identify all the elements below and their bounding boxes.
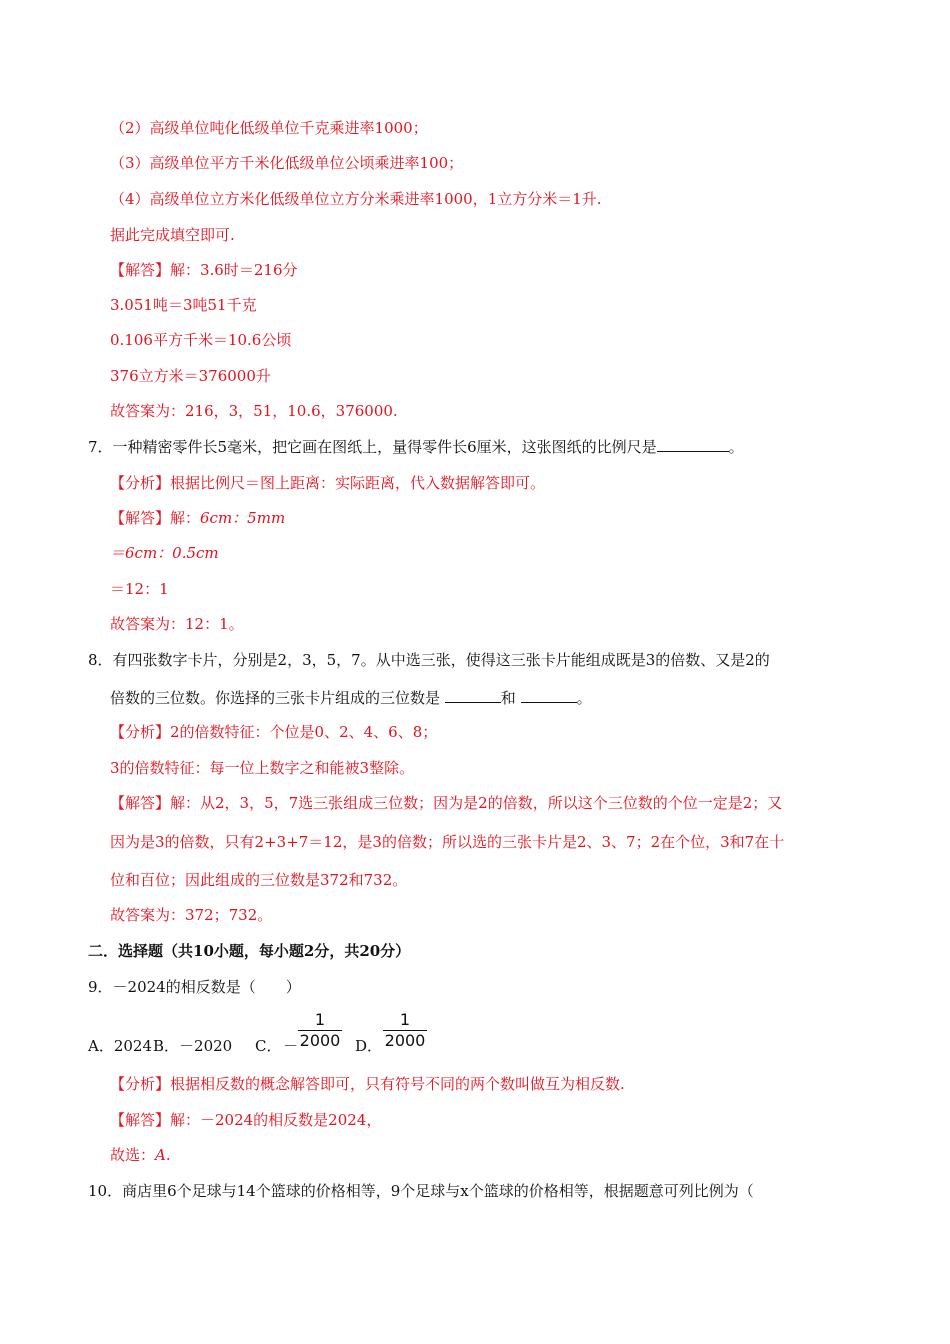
fraction-denominator: 2000	[299, 1031, 341, 1050]
question-10-stem: 10．商店里6个足球与14个篮球的价格相等，9个足球与x个篮球的价格相等，根据题意可列比例为（	[88, 1182, 754, 1200]
answer-line-4: 376立方米＝376000升	[110, 367, 271, 385]
answer-blank-1	[445, 688, 501, 703]
question-9-answer: 【解答】解：－2024的相反数是2024，	[110, 1111, 382, 1129]
question-8-stem-2	[110, 688, 592, 708]
fraction-numerator: 1	[314, 1010, 326, 1029]
solution-line-3: （3）高级单位平方千米化低级单位公顷乘进率100；	[110, 154, 464, 172]
question-8-and: 和	[500, 689, 516, 707]
final-prefix: 故选：	[110, 1146, 156, 1164]
question-8-stem-1: 8．有四张数字卡片，分别是2，3，5，7。从中选三张，使得这三张卡片能组成既是3的倍数、又是2的	[88, 651, 770, 669]
option-c-label: C．	[255, 1037, 282, 1055]
answer-blank-2	[521, 688, 577, 703]
question-7-stem	[88, 437, 744, 457]
option-b: B．－2020	[153, 1037, 233, 1055]
question-7-step-1: ＝6cm：0.5cm	[110, 544, 219, 562]
section-heading: 二．选择题（共10小题，每小题2分，共20分）	[88, 942, 411, 960]
question-7-final: 故答案为：12：1。	[110, 615, 244, 633]
final-answer: 故答案为：216，3，51，10.6，376000.	[110, 402, 398, 420]
question-7-end: 。	[728, 438, 744, 456]
solution-line-2: （2）高级单位吨化低级单位千克乘进率1000；	[110, 119, 428, 137]
question-7-answer	[110, 508, 285, 528]
answer-line-3: 0.106平方千米＝10.6公顷	[110, 331, 292, 349]
option-c-fraction	[298, 1010, 342, 1051]
final-suffix: .	[165, 1146, 171, 1164]
question-8-analysis-2: 3的倍数特征：每一位上数字之和能被3整除。	[110, 759, 415, 777]
question-9-analysis: 【分析】根据相反数的概念解答即可，只有符号不同的两个数叫做互为相反数.	[110, 1075, 625, 1093]
question-8-answer-2: 因为是3的倍数，只有2+3+7＝12，是3的倍数；所以选的三张卡片是2、3、7；2在个位，3和7在十	[110, 833, 785, 851]
final-choice: A	[155, 1146, 166, 1164]
solution-line-4: （4）高级单位立方米化低级单位立方分米乘进率1000，1立方分米＝1升.	[110, 190, 602, 208]
question-8-final: 故答案为：372；732。	[110, 906, 273, 924]
option-a: A．2024	[88, 1037, 153, 1055]
fraction-numerator: 1	[399, 1010, 411, 1029]
answer-math: 6cm：5mm	[200, 509, 286, 527]
question-9-final	[110, 1145, 171, 1165]
question-7-text: 7．一种精密零件长5毫米，把它画在图纸上，量得零件长6厘米，这张图纸的比例尺是	[88, 438, 657, 456]
question-8-answer-1: 【解答】解：从2，3，5，7选三张组成三位数；因为是2的倍数，所以这个三位数的个位一定是2；又	[110, 794, 783, 812]
answer-prefix: 【解答】解：	[110, 509, 201, 527]
option-c-sign: －	[283, 1037, 299, 1055]
question-8-text: 倍数的三位数。你选择的三张卡片组成的三位数是	[110, 689, 441, 707]
question-7-step-2: ＝12：1	[110, 580, 169, 598]
question-8-end: 。	[576, 689, 592, 707]
question-8-analysis-1: 【分析】2的倍数特征：个位是0、2、4、6、8；	[110, 723, 438, 741]
question-8-answer-3: 位和百位；因此组成的三位数是372和732。	[110, 871, 408, 889]
answer-line-1: 【解答】解：3.6时＝216分	[110, 261, 298, 279]
fraction-denominator: 2000	[384, 1031, 426, 1050]
option-d-label: D．	[355, 1037, 383, 1055]
option-d-fraction	[383, 1010, 427, 1051]
question-9-stem: 9．－2024的相反数是（ ）	[88, 978, 301, 996]
answer-line-2: 3.051吨＝3吨51千克	[110, 296, 257, 314]
question-7-analysis: 【分析】根据比例尺＝图上距离：实际距离，代入数据解答即可。	[110, 474, 546, 492]
solution-note: 据此完成填空即可.	[110, 226, 235, 244]
answer-blank	[657, 437, 729, 452]
